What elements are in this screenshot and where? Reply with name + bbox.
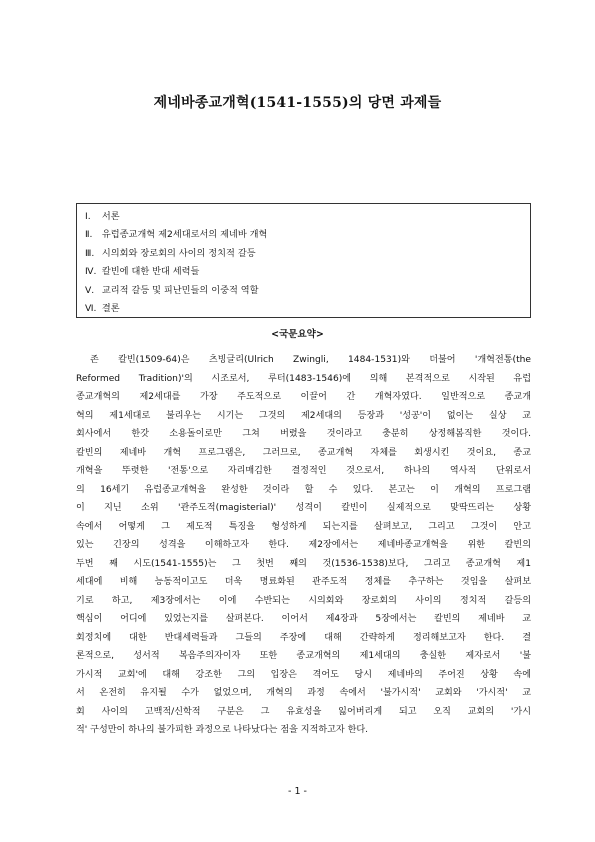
- toc-item: [85, 282, 530, 300]
- abstract-body: [76, 351, 531, 740]
- toc-item-label: 유럽종교개혁 제2세대로서의 제네바 개혁: [101, 229, 268, 241]
- abstract-line: 존 칼빈(1509-64)은 츠빙글리(Ulrich Zwingli, 1484-1531)와 더불어 '개혁전통(the: [90, 355, 531, 365]
- page-number: - 1 -: [288, 786, 307, 797]
- table-of-contents: [76, 203, 531, 318]
- abstract-line: 회정치에 대한 반대세력들과 그들의 주장에 대해 간략하게 정리해보고자 한다. 결: [76, 632, 531, 643]
- toc-item-number: Ⅰ.: [85, 211, 91, 222]
- toc-item: [85, 300, 530, 318]
- abstract-line: 개혁을 뚜렷한 '전통'으로 자리매김한 결정적인 것으로서, 하나의 역사적 단위로서: [76, 466, 531, 476]
- toc-item-number: Ⅵ.: [85, 302, 97, 314]
- toc-item: [85, 245, 530, 263]
- toc-item-number: Ⅲ.: [85, 247, 95, 259]
- abstract-line: 두번 째 시도(1541-1555)는 그 첫번 째의 것(1536-1538)보다, 그리고 종교개혁 제1: [76, 558, 531, 569]
- toc-item-label: 결론: [101, 302, 120, 314]
- toc-item: [85, 263, 530, 281]
- toc-item-number: Ⅳ.: [85, 266, 97, 278]
- toc-item-label: 교리적 갈등 및 피난민들의 이중적 역할: [101, 284, 259, 296]
- toc-item: [85, 208, 530, 226]
- abstract-line: 기로 하고, 제3장에서는 이에 수반되는 시의회와 장로회의 사이의 정치적 갈등의: [76, 595, 531, 606]
- abstract-line: 핵심이 어디에 있었는지를 살펴본다. 이어서 제4장과 5장에서는 칼빈의 제네바 교: [76, 614, 531, 624]
- abstract-line: 있는 긴장의 성격을 이해하고자 한다. 제2장에서는 제네바종교개혁을 위한 칼빈의: [76, 540, 531, 550]
- abstract-line: 론적으로, 성서적 복음주의자이자 또한 종교개혁의 제1세대의 충실한 제자로서 '불: [76, 651, 531, 661]
- toc-item-label: 서론: [101, 211, 120, 222]
- abstract-line: 칼빈의 제네바 개혁 프로그램은, 그러므로, 종교개혁 자체를 회생시킨 것이요, 종교: [76, 447, 531, 458]
- abstract-line: 적' 구성만이 하나의 불가피한 과정으로 나타났다는 점을 지적하고자 한다.: [76, 725, 369, 735]
- paper-title: 제네바종교개혁(1541-1555)의 당면 과제들: [153, 95, 442, 111]
- abstract-line: 종교개혁의 제2세대를 가장 주도적으로 이끌어 간 개혁자였다. 일반적으로 종교개: [76, 392, 531, 402]
- toc-item-label: 칼빈에 대한 반대 세력들: [101, 266, 200, 278]
- toc-item-number: Ⅱ.: [85, 229, 93, 241]
- abstract-line: 속에서 어떻게 그 제도적 특징을 형성하게 되는지를 살펴보고, 그리고 그것이 안고: [76, 521, 531, 532]
- abstract-heading: <국문요약>: [271, 329, 324, 340]
- abstract-line: 회사에서 한갓 소용돌이로만 그쳐 버렸을 것이라고 충분히 상정해봄직한 것이다.: [76, 429, 531, 439]
- abstract-line: Reformed Tradition)'의 시조로서, 루터(1483-1546)에 의해 본격적으로 시작된 유럽: [76, 373, 531, 384]
- abstract-line: 세대에 비해 능동적이고도 더욱 명료화된 관주도적 정체를 추구하는 것임을 살펴보: [76, 577, 531, 587]
- toc-item-number: Ⅴ.: [85, 284, 95, 296]
- abstract-line: 서 온전히 유지될 수가 없었으며, 개혁의 과정 속에서 '불가시적' 교회와 '가시적' 교: [76, 688, 531, 698]
- toc-item: [85, 226, 530, 244]
- abstract-line: 혁의 제1세대로 불리우는 시기는 그것의 제2세대의 등장과 '성공'이 없이는 실상 교: [76, 410, 531, 421]
- abstract-line: 회 사이의 고백적/신학적 구분은 그 유효성을 잃어버리게 되고 오직 교회의 '가시: [76, 706, 531, 717]
- abstract-line: 이 지닌 소위 '관주도적(magisterial)' 성격이 칼빈이 실제적으로 맞딱뜨리는 상황: [76, 503, 531, 513]
- toc-item-label: 시의회와 장로회의 사이의 정치적 갈등: [101, 247, 256, 259]
- abstract-line: 가시적 교회'에 대해 강조한 그의 입장은 격어도 당시 제네바의 주어진 상황 속에: [76, 669, 531, 680]
- abstract-line: 의 16세기 유럽종교개혁을 완성한 것이라 할 수 있다. 본고는 이 개혁의 프로그램: [76, 484, 531, 495]
